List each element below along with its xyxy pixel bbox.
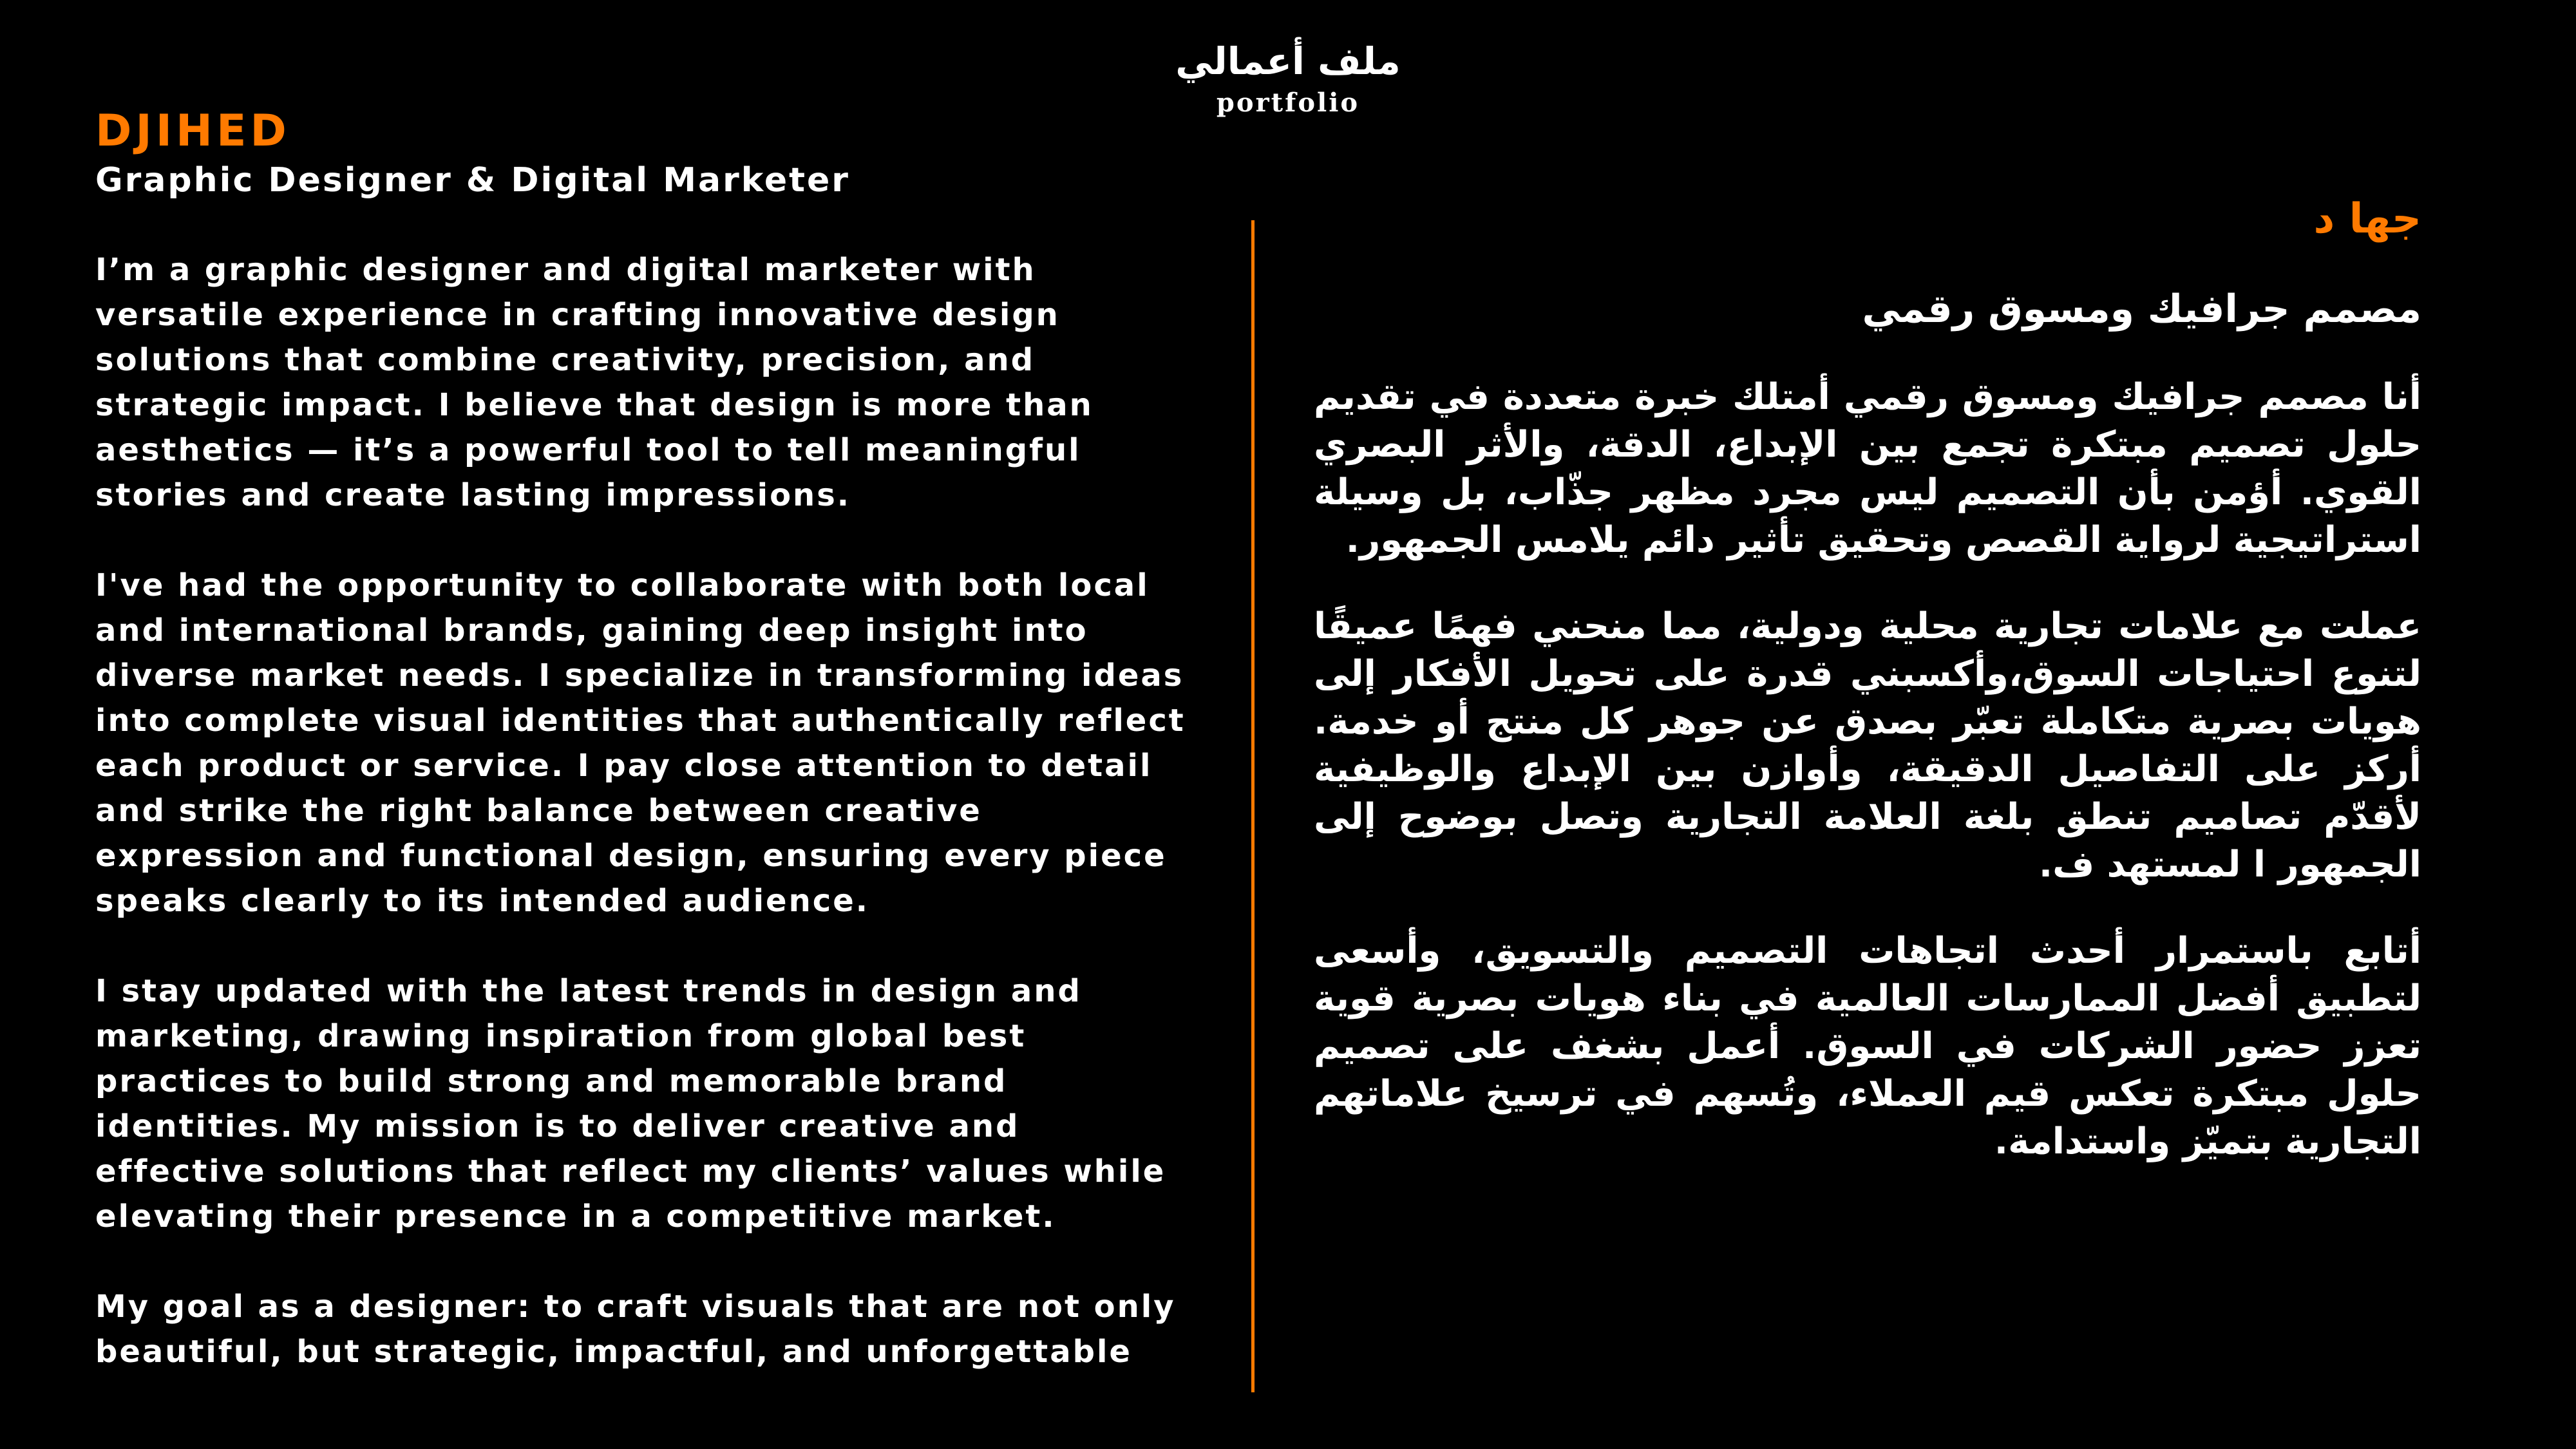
header-title-latin: portfolio <box>1216 88 1360 118</box>
english-column <box>95 103 1229 1374</box>
english-paragraph-goal: My goal as a designer: to craft visuals that are not only beautiful, but strategic, impactful, and unforgettable <box>95 1289 1176 1370</box>
arabic-column <box>1314 187 2421 1166</box>
header-title-arabic: ملف أعمالي <box>1175 39 1401 83</box>
designer-role-arabic: مصمم جرافيك ومسوق رقمي <box>1862 287 2421 332</box>
column-divider <box>1251 220 1255 1392</box>
designer-name-english: DJIHED <box>95 106 290 156</box>
arabic-paragraph-mission: أتابع باستمرار أحدث اتجاهات التصميم والتسويق، وأسعى لتطبيق أفضل الممارسات العالمية في بناء هويات بصرية قوية تعزز حضور الشركات في السوق. أعمل بشغف على تصميم حلول مبتكرة تعكس قيم العملاء، وتُسهم في ترسيخ علاماتهم التجارية بتميّز واستدامة. <box>1314 930 2421 1162</box>
english-paragraph-mission: I stay updated with the latest trends in design and marketing, drawing inspiration from global best practices to build strong and memorable brand identities. My mission is to deliver creative and effective solutions that reflect my clients’ values while elevating their presence in a competitive market. <box>95 973 1166 1235</box>
designer-role-english: Graphic Designer & Digital Marketer <box>95 161 850 200</box>
designer-name-arabic: جها د <box>2313 195 2421 243</box>
arabic-paragraph-intro: أنا مصمم جرافيك ومسوق رقمي أمتلك خبرة متعددة في تقديم حلول تصميم مبتكرة تجمع بين الإبداع، الدقة، والأثر البصري القوي. أؤمن بأن التصميم ليس مجرد مظهر جذّاب، بل وسيلة استراتيجية لرواية القصص وتحقيق تأثير دائم يلامس الجمهور. <box>1314 376 2421 561</box>
arabic-paragraph-experience: عملت مع علامات تجارية محلية ودولية، مما منحني فهمًا عميقًا لتنوع احتياجات السوق،وأكسبني قدرة على تحويل الأفكار إلى هويات بصرية متكاملة تعبّر بصدق عن جوهر كل منتج أو خدمة. أركز على التفاصيل الدقيقة، وأوازن بين الإبداع والوظيفية لأقدّم تصاميم تنطق بلغة العلامة التجارية وتصل بوضوح إلى الجمهور ا لمستهد ف. <box>1314 605 2421 886</box>
english-paragraph-experience: I've had the opportunity to collaborate with both local and international brands, gaining deep insight into diverse market needs. I specialize in transforming ideas into complete visual identities that authentically reflect each product or service. I pay close attention to detail and strike the right balance between creative expression and functional design, ensuring every piece speaks clearly to its intended audience. <box>95 567 1186 919</box>
english-paragraph-intro: I’m a graphic designer and digital marketer with versatile experience in crafting innovative design solutions that combine creativity, precision, and strategic impact. I believe that design is more than aesthetics — it’s a powerful tool to tell meaningful stories and create lasting impressions. <box>95 252 1094 513</box>
